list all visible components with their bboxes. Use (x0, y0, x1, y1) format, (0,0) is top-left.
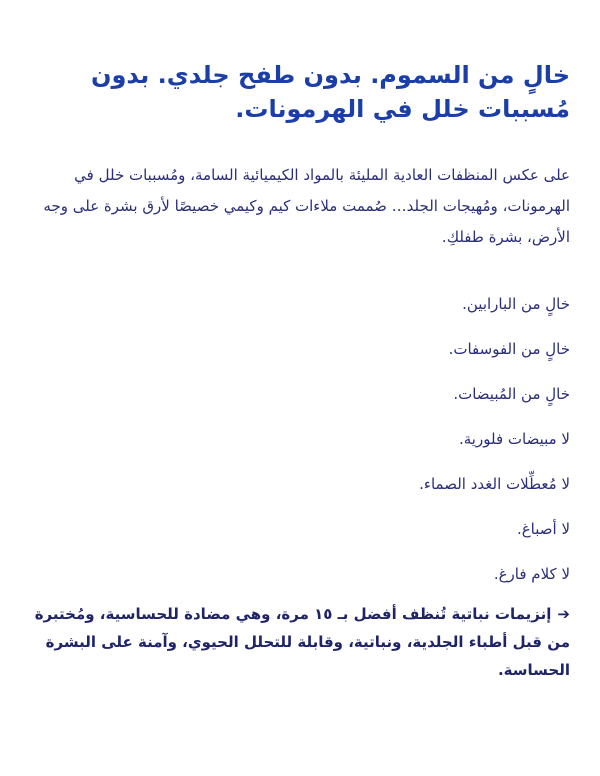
arrow-icon: ➔ (557, 605, 570, 623)
feature-item-bleach-free: خالٍ من المُبيضات. (453, 385, 570, 403)
intro-paragraph: على عكس المنظفات العادية المليئة بالمواد الكيميائية السامة، ومُسببات خلل في الهرمونات، ومُهيجات الجلد… صُممت ملاءات كيم وكيمي خصيصًا لأرق بشرة على وجه الأرض، بشرة طفلكِ. (43, 166, 570, 246)
feature-item-no-optical-brighteners: لا مبيضات فلورية. (459, 430, 570, 448)
feature-item-paraben-free: خالٍ من البارابين. (462, 295, 570, 313)
feature-item-no-nonsense: لا كلام فارغ. (493, 565, 570, 583)
feature-list (30, 293, 570, 585)
page-headline: خالٍ من السموم. بدون طفح جلدي. بدون مُسببات خلل في الهرمونات. (90, 61, 570, 123)
feature-item-no-dyes: لا أصباغ. (516, 520, 570, 538)
enzyme-highlight-text: إنزيمات نباتية تُنظف أفضل بـ ١٥ مرة، وهي مضادة للحساسية، ومُختبرة من قبل أطباء الجلدية، ونباتية، وقابلة للتحلل الحيوي، وآمنة على البشرة الحساسة. (34, 605, 570, 679)
enzyme-highlight (30, 600, 570, 684)
feature-item-no-endocrine-disruptors: لا مُعطِّلات الغدد الصماء. (419, 475, 570, 493)
feature-item-phosphate-free: خالٍ من الفوسفات. (448, 340, 570, 358)
